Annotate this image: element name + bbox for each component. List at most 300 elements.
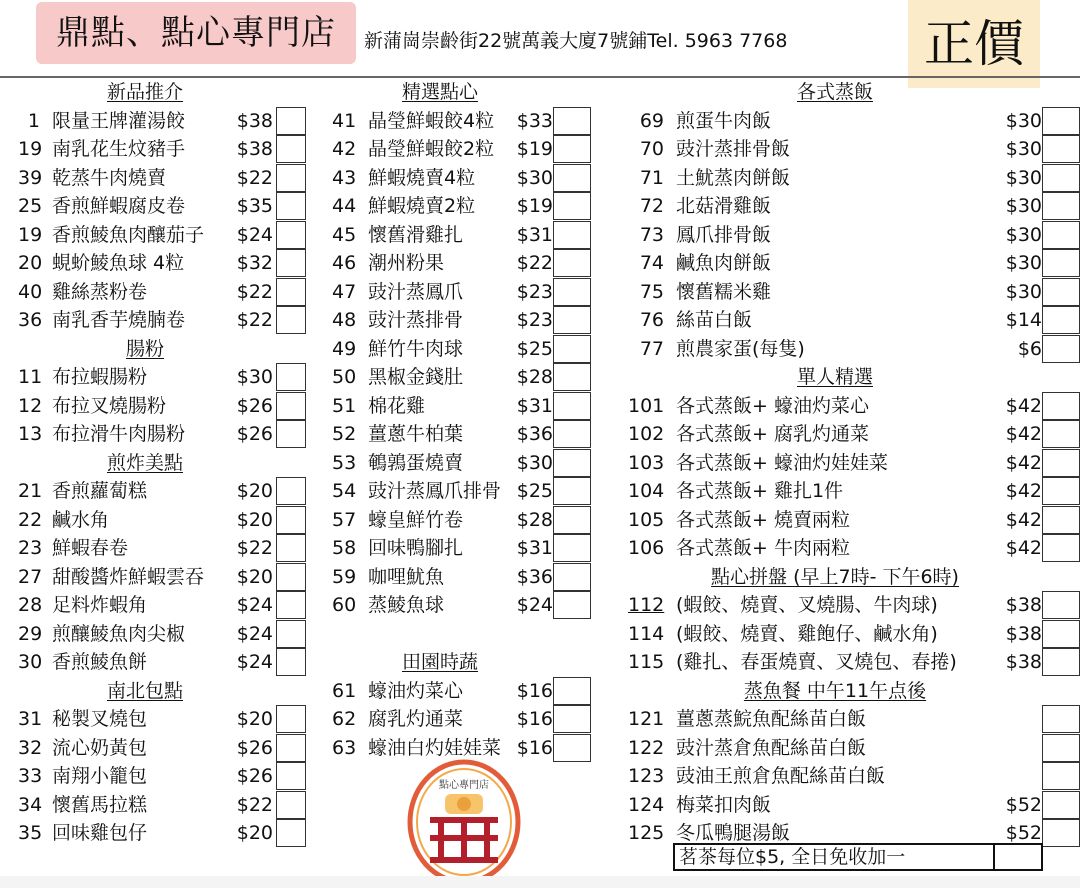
order-quantity-box[interactable] [276,734,306,762]
menu-column-2 [320,78,620,762]
item-number: 63 [332,736,357,759]
item-name: 回味鴨腳扎 [368,537,464,559]
menu-item [320,306,620,335]
item-number: 44 [332,195,357,217]
menu-item [0,249,320,278]
menu-item [0,534,320,563]
order-quantity-box[interactable] [1042,534,1080,562]
menu-item [0,762,320,791]
order-quantity-box[interactable] [553,449,591,477]
item-number: 70 [639,138,664,160]
item-number: 42 [332,138,357,160]
order-quantity-box[interactable] [276,477,306,505]
section-header [620,78,1080,107]
item-number: 59 [332,565,357,588]
section-header [320,78,620,107]
item-number: 105 [628,508,665,531]
item-number: 11 [18,366,43,388]
item-price: $31 [516,537,553,559]
item-number: 33 [18,765,43,787]
item-name: (雞扎、春蛋燒賣、叉燒包、春捲) [676,651,957,673]
item-price: $16 [516,736,553,759]
item-price: $30 [1005,138,1042,160]
item-price: $20 [236,508,273,531]
order-quantity-box[interactable] [553,506,591,534]
logo-text: 點心專門店 [439,780,489,791]
spacer-row [320,620,620,649]
menu-item [620,164,1080,193]
item-number: 57 [332,508,357,531]
item-number: 29 [18,622,43,645]
order-quantity-box[interactable] [276,591,306,619]
order-quantity-box[interactable] [1042,221,1080,249]
item-name: 蠔皇鮮竹卷 [368,508,464,531]
menu-item [0,164,320,193]
item-name: 南乳花生炆豬手 [52,138,186,160]
item-number: 48 [332,309,357,331]
item-name: (蝦餃、燒賣、叉燒腸、牛肉球) [676,594,938,616]
item-name: 各式蒸飯+ 腐乳灼通菜 [676,423,869,445]
menu-item [620,249,1080,278]
menu-item [320,506,620,535]
order-quantity-box[interactable] [276,306,306,334]
item-number: 122 [628,736,665,759]
item-number: 71 [639,166,664,189]
menu-item [620,135,1080,164]
section-header [620,363,1080,392]
order-quantity-box[interactable] [553,734,591,762]
menu-item [320,420,620,449]
item-name: 豉汁蒸排骨飯 [676,138,791,160]
item-price: $16 [516,679,553,702]
item-name: 甜酸醬炸鮮蝦雲吞 [52,565,205,588]
item-number: 54 [332,480,357,502]
item-price: $26 [236,423,273,445]
item-name: 足料炸蝦角 [52,594,148,616]
menu-column-1 [0,78,320,848]
item-price: $22 [236,166,273,189]
item-number: 72 [639,195,664,217]
item-number: 121 [628,708,665,730]
item-name: 懷舊馬拉糕 [52,793,148,816]
item-price: $25 [516,337,553,360]
order-quantity-box[interactable] [553,335,591,363]
section-title: 腸粉 [125,337,165,360]
item-name: 鮮蝦燒賣4粒 [368,166,476,189]
menu-item [620,705,1080,734]
section-title: 蒸魚餐 中午11午点後 [743,679,927,702]
item-number: 31 [18,708,43,730]
item-number: 76 [639,309,664,331]
menu-item [0,734,320,763]
item-name: 煎蛋牛肉飯 [676,109,772,132]
menu-item [0,620,320,649]
order-quantity-box[interactable] [553,363,591,391]
item-name: 限量王牌灌湯餃 [52,109,186,132]
item-price: $24 [236,594,273,616]
item-name: 薑蔥蒸鯇魚配絲苗白飯 [676,708,867,730]
item-price: $19 [516,195,553,217]
item-name: 煎農家蛋(每隻) [676,337,805,360]
item-name: 晶瑩鮮蝦餃2粒 [368,138,495,160]
menu-item [0,506,320,535]
item-number: 125 [628,822,665,844]
item-number: 114 [628,622,665,645]
item-price: $32 [236,252,273,274]
order-quantity-box[interactable] [553,164,591,192]
order-quantity-box[interactable] [1042,477,1080,505]
item-name: 流心奶黃包 [52,736,148,759]
item-price: $42 [1005,451,1042,474]
order-quantity-box[interactable] [276,563,306,591]
order-quantity-box[interactable] [553,392,591,420]
item-number: 27 [18,565,43,588]
item-name: 煎釀鯪魚肉尖椒 [52,622,186,645]
item-name: 絲苗白飯 [676,309,753,331]
item-number: 41 [332,109,357,132]
item-name: 各式蒸飯+ 燒賣兩粒 [676,508,850,531]
item-name: 晶瑩鮮蝦餃4粒 [368,109,495,132]
order-quantity-box[interactable] [276,762,306,790]
item-price: $42 [1005,394,1042,417]
menu-item [320,534,620,563]
menu-item [0,306,320,335]
item-number: 39 [18,166,43,189]
item-number: 101 [628,394,665,417]
order-quantity-box[interactable] [1042,420,1080,448]
item-price: $30 [1005,252,1042,274]
item-price: $28 [516,366,553,388]
menu-item [320,591,620,620]
item-number: 61 [332,679,357,702]
item-number: 12 [18,394,43,417]
item-number: 22 [18,508,43,531]
section-title: 新品推介 [106,81,184,103]
order-quantity-box[interactable] [553,420,591,448]
order-quantity-box[interactable] [276,705,306,733]
order-quantity-box[interactable] [1042,164,1080,192]
item-price: $38 [1005,651,1042,673]
order-quantity-box[interactable] [553,249,591,277]
section-header [0,677,320,706]
item-number: 104 [628,480,665,502]
item-number: 46 [332,252,357,274]
order-quantity-box[interactable] [276,506,306,534]
order-quantity-box[interactable] [553,192,591,220]
item-name: 咖哩魷魚 [368,565,445,588]
section-title: 精選點心 [401,81,479,103]
item-price: $30 [1005,166,1042,189]
section-header [0,335,320,364]
order-quantity-box[interactable] [1042,762,1080,790]
item-number: 20 [18,252,43,274]
menu-item [320,563,620,592]
tea-note: 茗茶每位$5, 全日免收加一 [679,846,906,868]
order-quantity-box[interactable] [553,705,591,733]
item-number: 58 [332,537,357,559]
item-name: 鹹水角 [52,508,110,531]
item-price: $38 [1005,594,1042,616]
item-number: 112 [628,594,665,616]
order-quantity-box[interactable] [1042,306,1080,334]
item-price: $36 [516,565,553,588]
item-price: $31 [516,223,553,246]
item-number: 115 [628,651,665,673]
item-name: 北菇滑雞飯 [676,195,772,217]
item-number: 40 [18,280,43,303]
item-number: 1 [27,109,40,132]
item-name: 回味雞包仔 [52,822,148,844]
item-name: 土魷蒸肉餅飯 [676,166,791,189]
item-number: 73 [639,223,664,246]
item-number: 102 [628,423,665,445]
item-name: 雞絲蒸粉卷 [52,280,148,303]
item-price: $38 [236,138,273,160]
item-price: $31 [516,394,553,417]
menu-item [620,420,1080,449]
section-title: 各式蒸飯 [796,81,874,103]
order-quantity-box[interactable] [276,135,306,163]
menu-item [620,477,1080,506]
menu-item [320,705,620,734]
item-price: $30 [516,451,553,474]
order-quantity-box[interactable] [1042,734,1080,762]
item-name: 腐乳灼通菜 [368,708,464,730]
item-name: 南乳香芋燒腩卷 [52,309,186,331]
item-name: 黑椒金錢肚 [368,366,464,388]
order-quantity-box[interactable] [553,135,591,163]
item-name: 鮮竹牛肉球 [368,337,464,360]
section-header [620,563,1080,592]
order-quantity-box[interactable] [1042,392,1080,420]
menu-column-3 [620,78,1080,848]
order-quantity-box[interactable] [276,363,306,391]
item-name: 各式蒸飯+ 牛肉兩粒 [676,537,850,559]
item-number: 51 [332,394,357,417]
item-price: $20 [236,565,273,588]
item-price: $23 [516,309,553,331]
item-number: 13 [18,423,43,445]
order-quantity-box[interactable] [553,563,591,591]
menu-item [620,335,1080,364]
item-name: 香煎蘿蔔糕 [52,480,148,502]
item-price: $30 [236,366,273,388]
item-name: 各式蒸飯+ 蠔油灼菜心 [676,394,869,417]
item-number: 62 [332,708,357,730]
order-quantity-box[interactable] [1042,192,1080,220]
item-name: 蠔油白灼娃娃菜 [368,736,502,759]
item-price: $24 [516,594,553,616]
item-name: 蜆蚧鯪魚球 4粒 [52,252,185,274]
item-name: 乾蒸牛肉燒賣 [52,166,167,189]
order-quantity-box[interactable] [1042,791,1080,819]
item-price: $28 [516,508,553,531]
menu-item [320,677,620,706]
item-price: $38 [236,109,273,132]
tea-note-bar [673,843,1043,871]
section-title: 單人精選 [796,366,874,388]
order-quantity-box[interactable] [553,591,591,619]
menu-item [620,278,1080,307]
menu-item [320,164,620,193]
item-price: $30 [1005,109,1042,132]
item-price: $19 [516,138,553,160]
item-price: $33 [516,109,553,132]
item-price: $30 [1005,280,1042,303]
order-quantity-box[interactable] [276,278,306,306]
order-quantity-box[interactable] [1042,819,1080,847]
item-name: 棉花雞 [368,394,426,417]
order-quantity-box[interactable] [1042,335,1080,363]
item-price: $36 [516,423,553,445]
item-price: $22 [236,280,273,303]
menu-item [0,107,320,136]
item-price: $35 [236,195,273,217]
item-number: 52 [332,423,357,445]
item-name: 香煎鮮蝦腐皮卷 [52,195,186,217]
order-quantity-box[interactable] [1042,449,1080,477]
menu-item [0,819,320,848]
order-quantity-box[interactable] [276,648,306,676]
section-title: 南北包點 [106,679,184,702]
menu-item [0,221,320,250]
item-number: 50 [332,366,357,388]
shop-address: 新蒲崗崇齡街22號萬義大廈7號鋪Tel. 5963 7768 [364,30,788,52]
item-number: 74 [639,252,664,274]
item-name: 布拉蝦腸粉 [52,366,148,388]
item-name: 蒸鯪魚球 [368,594,445,616]
item-price: $42 [1005,508,1042,531]
item-name: 鮮蝦春卷 [52,537,129,559]
item-price: $22 [516,252,553,274]
order-quantity-box[interactable] [1042,648,1080,676]
order-quantity-box[interactable] [276,620,306,648]
order-quantity-box[interactable] [1042,620,1080,648]
order-quantity-box[interactable] [276,392,306,420]
item-number: 34 [18,793,43,816]
order-quantity-box[interactable] [553,221,591,249]
menu-item [320,221,620,250]
menu-item [0,591,320,620]
order-quantity-box[interactable] [1042,278,1080,306]
order-quantity-box[interactable] [276,249,306,277]
item-number: 53 [332,451,357,474]
order-quantity-box[interactable] [1042,591,1080,619]
item-name: 香煎鯪魚餅 [52,651,148,673]
order-quantity-box[interactable] [553,534,591,562]
order-quantity-box[interactable] [1042,506,1080,534]
menu-item [620,306,1080,335]
item-price: $25 [516,480,553,502]
item-number: 43 [332,166,357,189]
item-price: $20 [236,822,273,844]
item-number: 30 [18,651,43,673]
order-quantity-box[interactable] [276,192,306,220]
item-number: 23 [18,537,43,559]
menu-item [320,477,620,506]
item-price: $26 [236,394,273,417]
item-name: 蠔油灼菜心 [368,679,464,702]
menu-item [620,734,1080,763]
menu-item [620,620,1080,649]
menu-item [620,506,1080,535]
item-name: 秘製叉燒包 [52,708,148,730]
item-number: 21 [18,480,43,502]
item-number: 19 [18,223,43,246]
item-name: 布拉叉燒腸粉 [52,394,167,417]
order-quantity-box[interactable] [553,677,591,705]
item-name: 鵪鶉蛋燒賣 [368,451,464,474]
order-quantity-box[interactable] [553,306,591,334]
item-name: 豉汁蒸鳳爪排骨 [368,480,502,502]
menu-item [0,363,320,392]
section-title: 煎炸美點 [106,451,184,474]
item-number: 19 [18,138,43,160]
order-quantity-box[interactable] [1042,107,1080,135]
order-quantity-box[interactable] [276,107,306,135]
item-number: 123 [628,765,665,787]
item-price: $20 [236,708,273,730]
menu-item [620,591,1080,620]
order-quantity-box[interactable] [276,221,306,249]
item-price: $6 [1017,337,1042,360]
menu-item [620,534,1080,563]
order-quantity-box[interactable] [1042,705,1080,733]
item-name: 南翔小籠包 [52,765,148,787]
order-quantity-box[interactable] [553,278,591,306]
item-number: 106 [628,537,665,559]
item-number: 25 [18,195,43,217]
menu-item [0,477,320,506]
menu-item [0,791,320,820]
item-name: 冬瓜鴨腿湯飯 [676,822,791,844]
menu-item [620,221,1080,250]
order-quantity-box[interactable] [1042,135,1080,163]
item-name: 布拉滑牛肉腸粉 [52,423,186,445]
tea-order-checkbox[interactable] [993,843,1043,871]
order-quantity-box[interactable] [276,819,306,847]
order-quantity-box[interactable] [553,477,591,505]
item-price: $20 [236,480,273,502]
item-price: $24 [236,622,273,645]
item-number: 35 [18,822,43,844]
item-name: 潮州粉果 [368,252,445,274]
order-quantity-box[interactable] [276,534,306,562]
menu-item [320,278,620,307]
order-quantity-box[interactable] [276,420,306,448]
order-quantity-box[interactable] [553,107,591,135]
order-quantity-box[interactable] [1042,249,1080,277]
order-quantity-box[interactable] [276,164,306,192]
item-price: $22 [236,793,273,816]
item-price: $22 [236,537,273,559]
section-title: 點心拼盤 (早上7時- 下午6時) [711,565,959,588]
menu-item [620,791,1080,820]
menu-item [0,135,320,164]
shop-logo [405,758,523,884]
item-name: 豉油王煎倉魚配絲苗白飯 [676,765,886,787]
menu-item [0,278,320,307]
item-name: 懷舊滑雞扎 [368,223,464,246]
item-price: $42 [1005,537,1042,559]
item-number: 32 [18,736,43,759]
menu-item [320,249,620,278]
order-quantity-box[interactable] [276,791,306,819]
section-title: 田園時蔬 [401,651,479,673]
menu-item [320,335,620,364]
item-name: 鹹魚肉餅飯 [676,252,772,274]
menu-item [0,705,320,734]
